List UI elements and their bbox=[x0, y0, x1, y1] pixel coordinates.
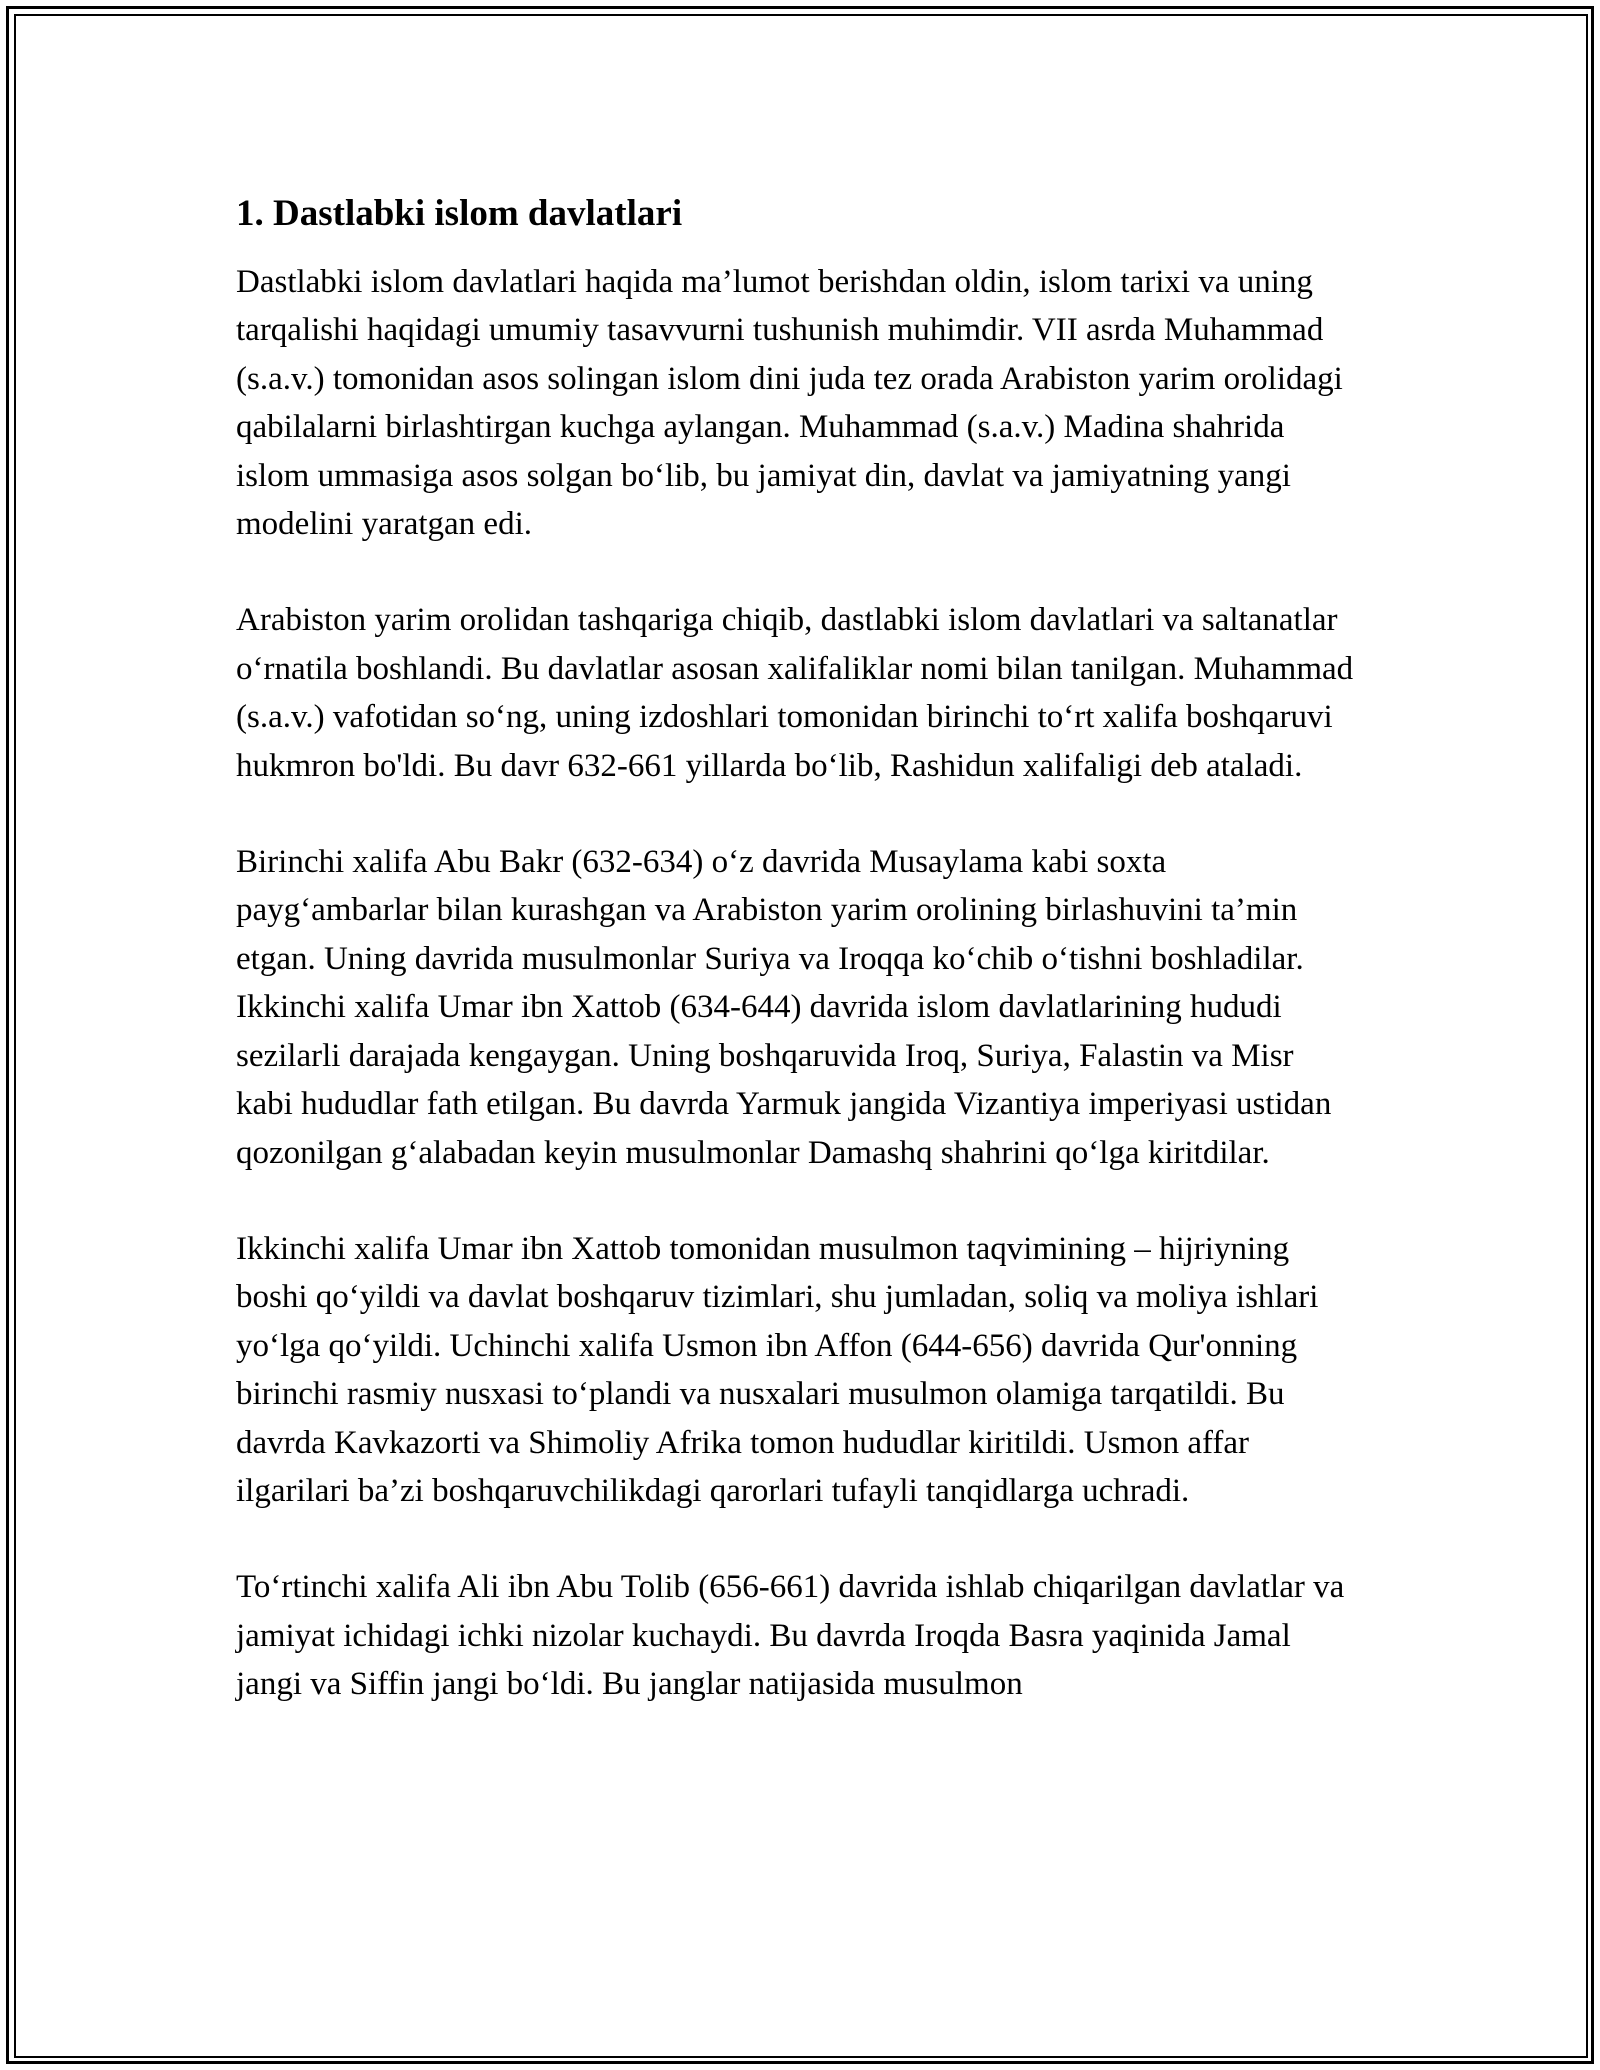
section-heading: 1. Dastlabki islom davlatlari bbox=[236, 193, 683, 234]
document-body bbox=[236, 186, 1356, 1709]
paragraph-intro: Dastlabki islom davlatlari haqida ma’lumot berishdan oldin, islom tarixi va uning tarqalishi haqidagi umumiy tasavvurni tushunish muhimdir. VII asrda Muhammad (s.a.v.) tomonidan asos solingan islom dini juda tez orada Arabiston yarim orolidagi qabilalarni birlashtirgan kuchga aylangan. Muhammad (s.a.v.) Madina shahrida islom ummasiga asos solgan bo‘lib, bu jamiyat din, davlat va jamiyatning yangi modelini yaratgan edi. bbox=[236, 264, 1343, 543]
paragraph-abu-bakr-umar: Birinchi xalifa Abu Bakr (632-634) o‘z davrida Musaylama kabi soxta payg‘ambarlar bilan kurashgan va Arabiston yarim orolining birlashuvini ta’min etgan. Uning davrida musulmonlar Suriya va Iroqqa ko‘chib o‘tishni boshladilar. Ikkinchi xalifa Umar ibn Xattob (634-644) davrida islom davlatlarining hududi sezilarli darajada kengaygan. Uning boshqaruvida Iroq, Suriya, Falastin va Misr kabi hududlar fath etilgan. Bu davrda Yarmuk jangida Vizantiya imperiyasi ustidan qozonilgan g‘alabadan keyin musulmonlar Damashq shahrini qo‘lga kiritdilar. bbox=[236, 844, 1332, 1171]
paragraph-rashidun: Arabiston yarim orolidan tashqariga chiqib, dastlabki islom davlatlari va saltanatlar o‘rnatila boshlandi. Bu davlatlar asosan xalifaliklar nomi bilan tanilgan. Muhammad (s.a.v.) vafotidan so‘ng, uning izdoshlari tomonidan birinchi to‘rt xalifa boshqaruvi hukmron bo'ldi. Bu davr 632-661 yillarda bo‘lib, Rashidun xalifaligi deb ataladi. bbox=[236, 602, 1354, 784]
paragraph-ali: To‘rtinchi xalifa Ali ibn Abu Tolib (656-661) davrida ishlab chiqarilgan davlatlar va jamiyat ichidagi ichki nizolar kuchaydi. Bu davrda Iroqda Basra yaqinida Jamal jangi va Siffin jangi bo‘ldi. Bu janglar natijasida musulmon bbox=[236, 1569, 1345, 1703]
paragraph-umar-usmon: Ikkinchi xalifa Umar ibn Xattob tomonidan musulmon taqvimining – hijriyning boshi qo‘yildi va davlat boshqaruv tizimlari, shu jumladan, soliq va moliya ishlari yo‘lga qo‘yildi. Uchinchi xalifa Usmon ibn Affon (644-656) davrida Qur'onning birinchi rasmiy nusxasi to‘plandi va nusxalari musulmon olamiga tarqatildi. Bu davrda Kavkazorti va Shimoliy Afrika tomon hududlar kiritildi. Usmon affar ilgarilari ba’zi boshqaruvchilikdagi qarorlari tufayli tanqidlarga uchradi. bbox=[236, 1230, 1319, 1509]
